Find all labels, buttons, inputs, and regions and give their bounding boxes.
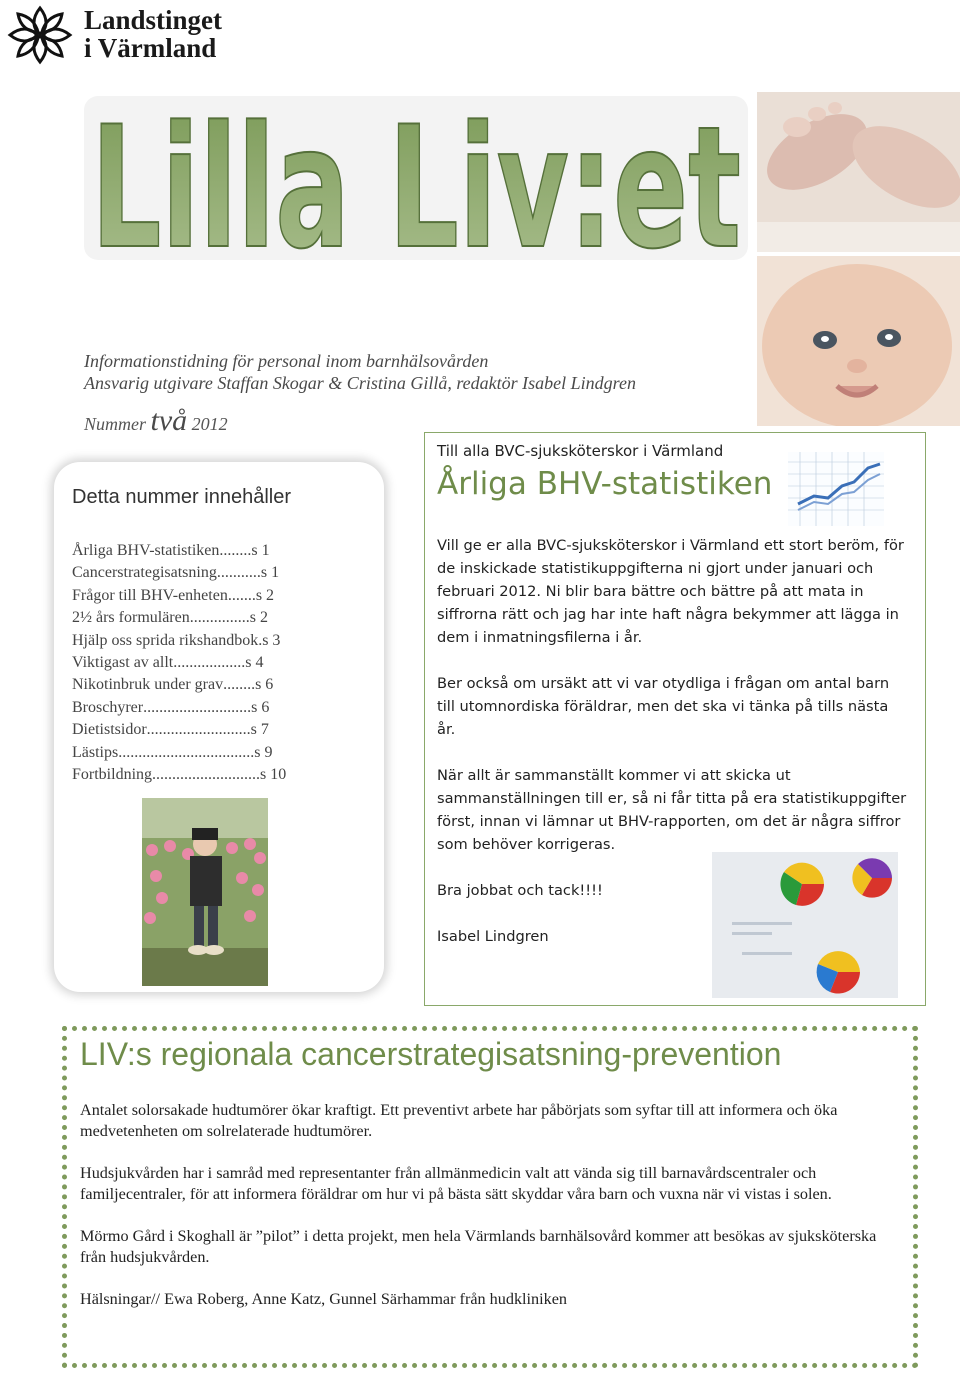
issue-prefix: Nummer: [84, 414, 146, 434]
toc-item-label: Dietistsidor: [72, 721, 147, 739]
cancer-paragraph: Antalet solorsakade hudtumörer ökar kraftigt. Ett preventivt arbete har påbörjats som syftar till att informera och öka medvetenheten om solrelaterade hudtumörer.: [80, 1101, 838, 1140]
logo: [4, 2, 264, 68]
toc-item-label: 2½ års formulären: [72, 609, 190, 627]
toc-item-leader: ..................: [173, 653, 246, 671]
toc-item[interactable]: [72, 674, 372, 696]
subtitle-line-2: Ansvarig utgivare Staffan Skogar & Cristina Gillå, redaktör Isabel Lindgren: [84, 373, 636, 393]
toc-item[interactable]: [72, 764, 372, 786]
pie-charts-photo: [712, 852, 898, 998]
issue-number: [84, 404, 228, 438]
toc-item-leader: ..................................: [118, 743, 255, 761]
toc-item-label: Lästips: [72, 743, 119, 761]
toc-item[interactable]: [72, 697, 372, 719]
logo-line-2: i Värmland: [84, 33, 217, 63]
toc-item[interactable]: [72, 719, 372, 741]
toc-item-label: Nikotinbruk under grav: [72, 676, 224, 694]
toc-item-page: s 2: [255, 586, 275, 604]
masthead-title-text: Lilla Liv:et: [91, 96, 741, 260]
line-chart-icon: [788, 452, 884, 526]
article-paragraph: Bra jobbat och tack!!!!: [437, 882, 603, 899]
toc-item-leader: ...........: [216, 564, 261, 582]
toc-item-page: s 3: [262, 631, 281, 649]
article-signature: Isabel Lindgren: [437, 928, 549, 945]
toc-item-leader: ...............: [189, 609, 250, 627]
toc-title: Detta nummer innehåller: [72, 486, 291, 508]
toc-item[interactable]: [72, 540, 372, 562]
toc-item-label: Fortbildning: [72, 765, 153, 783]
cancer-paragraph: Hudsjukvården har i samråd med representanter från allmänmedicin valt att vända sig till barnavårdscentraler och familjecentraler, för att informera föräldrar om hur vi på bästa sätt skyddar våra barn och vuxna när vi vistas i solen.: [80, 1164, 832, 1203]
child-tulips-photo: [142, 798, 268, 986]
toc-item-leader: ..........................: [146, 721, 251, 739]
toc-item[interactable]: [72, 630, 372, 652]
toc-item-label: Viktigast av allt: [72, 653, 174, 671]
cancer-section-title: LIV:s regionala cancerstrategisatsning-prevention: [80, 1036, 782, 1072]
toc-item-leader: .: [258, 631, 263, 649]
article-paragraph: Vill ge er alla BVC-sjuksköterskor i Värmland ett stort beröm, för de inskickade statistikuppgifterna ni gjort under januari och februari 2012. Ni blir bara bättre och bättre på att mata in siffrorna rätt och jag har inte haft några bekymmer att lägga in dem i inmatningsfilerna i år.: [437, 537, 904, 646]
issue-number-word: två: [150, 404, 188, 437]
subtitle-line-1: Informationstidning för personal inom barnhälsovården: [84, 351, 489, 371]
toc-item-leader: .......: [227, 586, 256, 604]
flower-logo-icon: [4, 2, 76, 68]
toc-item-label: Årliga BHV-statistiken: [72, 542, 220, 559]
toc-item-page: s 1: [251, 542, 270, 559]
toc-item-page: s 6: [251, 698, 270, 716]
toc-item-page: s 1: [260, 564, 280, 582]
cancer-paragraph: Mörmo Gård i Skoghall är ”pilot” i detta projekt, men hela Värmlands barnhälsovård kommer att besökas av sjuksköterska från hudsjukvården.: [80, 1227, 877, 1266]
toc-item[interactable]: [72, 607, 372, 629]
toc-item-leader: ........: [219, 542, 252, 559]
toc-item-label: Frågor till BHV-enheten: [72, 586, 228, 604]
toc-item-page: s 6: [255, 676, 274, 694]
cancer-section-body: [80, 1100, 900, 1331]
logo-wordmark: [84, 6, 222, 62]
toc-item[interactable]: [72, 562, 372, 584]
baby-feet-photo: [757, 92, 960, 252]
toc-item-page: s 4: [245, 653, 264, 671]
issue-year: 2012: [191, 414, 228, 434]
masthead-title: [84, 96, 748, 260]
article-title: Årliga BHV-statistiken: [437, 466, 773, 502]
article-paragraph: När allt är sammanställt kommer vi att skicka ut sammanställningen till er, så ni får titta på era statistikuppgifter först, innan vi lämnar ut BHV-rapporten, om det är några siffror som behöver korrigeras.: [437, 767, 907, 853]
toc-item-page: s 7: [250, 721, 269, 739]
toc-item[interactable]: [72, 742, 372, 764]
article-paragraph: Ber också om ursäkt att vi var otydliga i frågan om antal barn till utomnordiska föräldrar, men det ska vi tänka på tills nästa år.: [437, 675, 890, 738]
toc-item-page: s 9: [254, 743, 273, 761]
toc-item[interactable]: [72, 652, 372, 674]
toc-item-page: s 10: [260, 765, 287, 783]
baby-face-photo: [757, 256, 960, 426]
toc-item-page: s 2: [249, 609, 268, 627]
logo-line-1: Landstinget: [84, 5, 223, 35]
toc-item-leader: ...........................: [152, 765, 261, 783]
toc-list: [72, 540, 372, 786]
toc-item-leader: ........: [223, 676, 256, 694]
toc-item-label: Hjälp oss sprida rikshandbok: [72, 631, 259, 649]
toc-item-label: Cancerstrategisatsning: [72, 564, 217, 582]
subtitle: [84, 350, 784, 394]
toc-item-leader: ...........................: [143, 698, 252, 716]
article-kicker: Till alla BVC-sjuksköterskor i Värmland: [437, 442, 724, 460]
toc-item[interactable]: [72, 585, 372, 607]
toc-item-label: Broschyrer: [72, 698, 144, 716]
cancer-signature: Hälsningar// Ewa Roberg, Anne Katz, Gunnel Särhammar från hudkliniken: [80, 1290, 567, 1308]
